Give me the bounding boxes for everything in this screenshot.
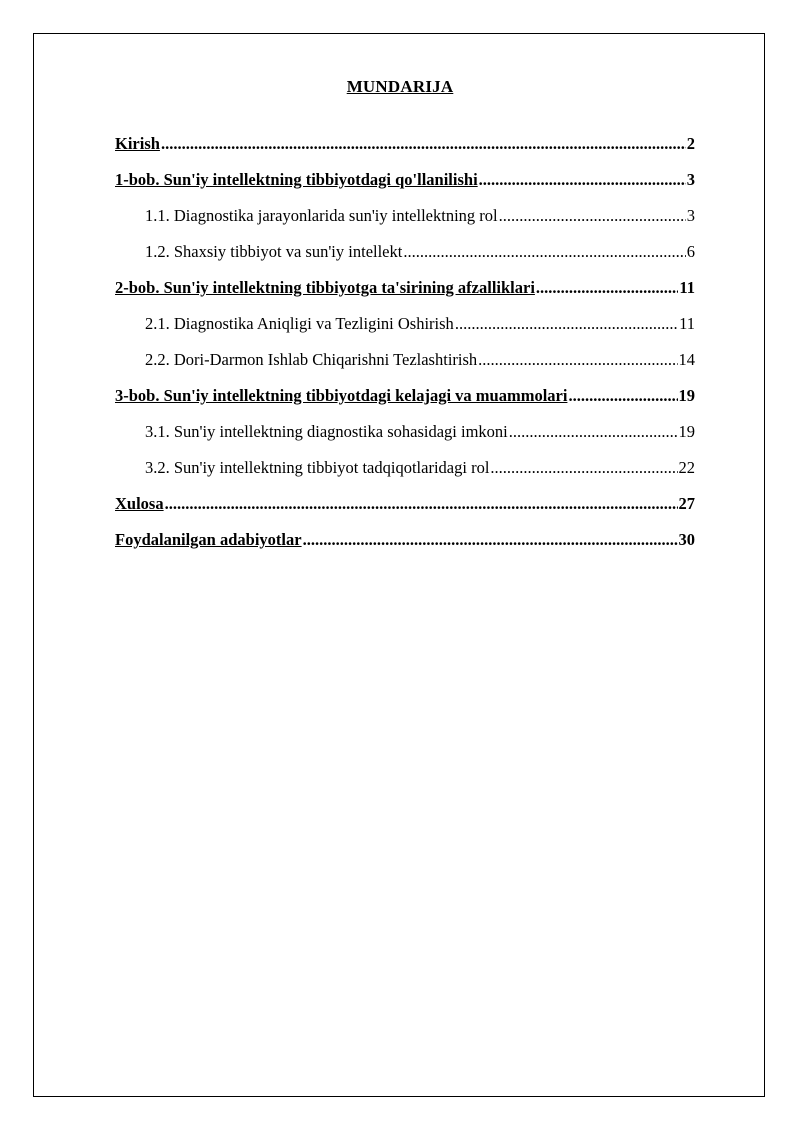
toc-entry-label: 3-bob. Sun'iy intellektning tibbiyotdagi kelajagi va muammolari [115, 386, 568, 405]
toc-entry-page: 19 [678, 386, 695, 405]
toc-entry-page: 27 [678, 494, 695, 513]
toc-entry [115, 274, 695, 301]
dot-leader [536, 274, 679, 301]
toc-entry [115, 130, 695, 157]
toc-entry-page: 11 [679, 314, 695, 333]
dot-leader [509, 418, 678, 445]
dot-leader [478, 346, 677, 373]
toc-entry-label: 1.2. Shaxsiy tibbiyot va sun'iy intellekt [145, 242, 403, 261]
toc-entry-label: 2-bob. Sun'iy intellektning tibbiyotga ta'sirining afzalliklari [115, 278, 535, 297]
toc-entry-label: Kirish [115, 134, 160, 153]
toc-entry [115, 526, 695, 553]
dot-leader [499, 202, 686, 229]
toc-entry-page: 22 [678, 458, 695, 477]
toc-entry [115, 310, 695, 337]
toc-entry [115, 202, 695, 229]
toc-entry-label: 3.1. Sun'iy intellektning diagnostika sohasidagi imkoni [145, 422, 508, 441]
toc-entry [115, 490, 695, 517]
table-of-contents [115, 130, 695, 562]
toc-entry [115, 238, 695, 265]
dot-leader [479, 166, 686, 193]
toc-entry-page: 11 [679, 278, 695, 297]
toc-entry-label: 1.1. Diagnostika jarayonlarida sun'iy intellektning rol [145, 206, 498, 225]
toc-entry [115, 382, 695, 409]
dot-leader [490, 454, 677, 481]
toc-entry-page: 6 [686, 242, 695, 261]
dot-leader [403, 238, 685, 265]
toc-title: MUNDARIJA [346, 77, 454, 96]
toc-entry-page: 19 [678, 422, 695, 441]
toc-entry-label: 3.2. Sun'iy intellektning tibbiyot tadqiqotlaridagi rol [145, 458, 490, 477]
toc-entry-page: 30 [678, 530, 695, 549]
toc-entry [115, 346, 695, 373]
dot-leader [568, 382, 677, 409]
toc-entry-label: 2.2. Dori-Darmon Ishlab Chiqarishni Tezlashtirish [145, 350, 478, 369]
dot-leader [165, 490, 678, 517]
toc-entry [115, 454, 695, 481]
toc-entry [115, 166, 695, 193]
toc-entry-label: Foydalanilgan adabiyotlar [115, 530, 302, 549]
dot-leader [161, 130, 686, 157]
toc-entry-page: 2 [686, 134, 695, 153]
toc-entry-label: 2.1. Diagnostika Aniqligi va Tezligini Oshirish [145, 314, 454, 333]
dot-leader [455, 310, 678, 337]
toc-entry-page: 3 [686, 170, 695, 189]
toc-entry-page: 14 [678, 350, 695, 369]
dot-leader [303, 526, 678, 553]
toc-entry [115, 418, 695, 445]
toc-entry-label: Xulosa [115, 494, 164, 513]
toc-entry-label: 1-bob. Sun'iy intellektning tibbiyotdagi qo'llanilishi [115, 170, 478, 189]
toc-entry-page: 3 [686, 206, 695, 225]
